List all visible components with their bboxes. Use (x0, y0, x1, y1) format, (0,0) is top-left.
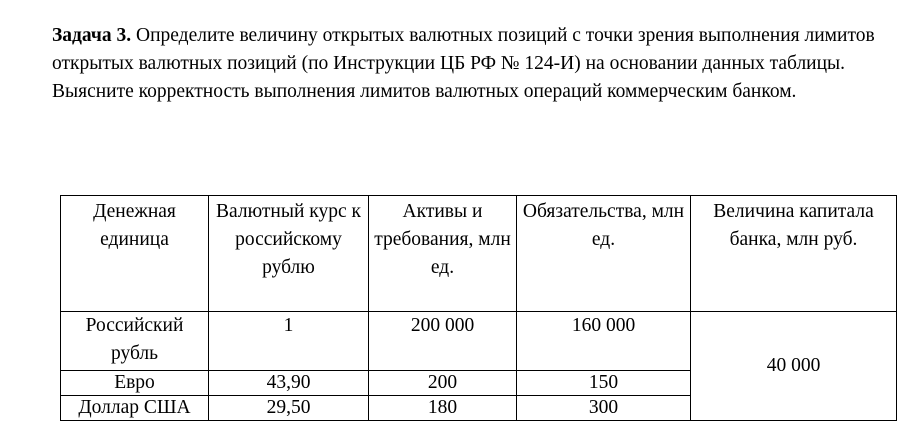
cell-liabilities: 150 (517, 371, 691, 396)
header-assets: Активы и требования, млн ед. (369, 196, 517, 312)
cell-rate: 29,50 (209, 396, 369, 421)
table-row (61, 312, 897, 371)
table-header-row (61, 196, 897, 312)
cell-assets: 200 000 (369, 312, 517, 371)
header-liabilities: Обязательства, млн ед. (517, 196, 691, 312)
cell-currency: Российский рубль (61, 312, 209, 371)
task-label: Задача 3. (52, 25, 132, 46)
header-capital: Величина капитала банка, млн руб. (691, 196, 897, 312)
cell-assets: 200 (369, 371, 517, 396)
cell-currency: Доллар США (61, 396, 209, 421)
cell-assets: 180 (369, 396, 517, 421)
cell-currency: Евро (61, 371, 209, 396)
task-body: Определите величину открытых валютных позиций с точки зрения выполнения лимитов открытых валютных позиций (по Инструкции ЦБ РФ № 124-И) на основании данных таблицы. Выясните корректность выполнения лимитов валютных операций коммерческим банком. (52, 25, 875, 102)
cell-liabilities: 300 (517, 396, 691, 421)
header-rate: Валютный курс к российскому рублю (209, 196, 369, 312)
cell-capital: 40 000 (691, 312, 897, 421)
header-currency: Денежная единица (61, 196, 209, 312)
currency-table (60, 195, 897, 421)
cell-rate: 43,90 (209, 371, 369, 396)
task-text (52, 22, 892, 106)
cell-liabilities: 160 000 (517, 312, 691, 371)
cell-rate: 1 (209, 312, 369, 371)
